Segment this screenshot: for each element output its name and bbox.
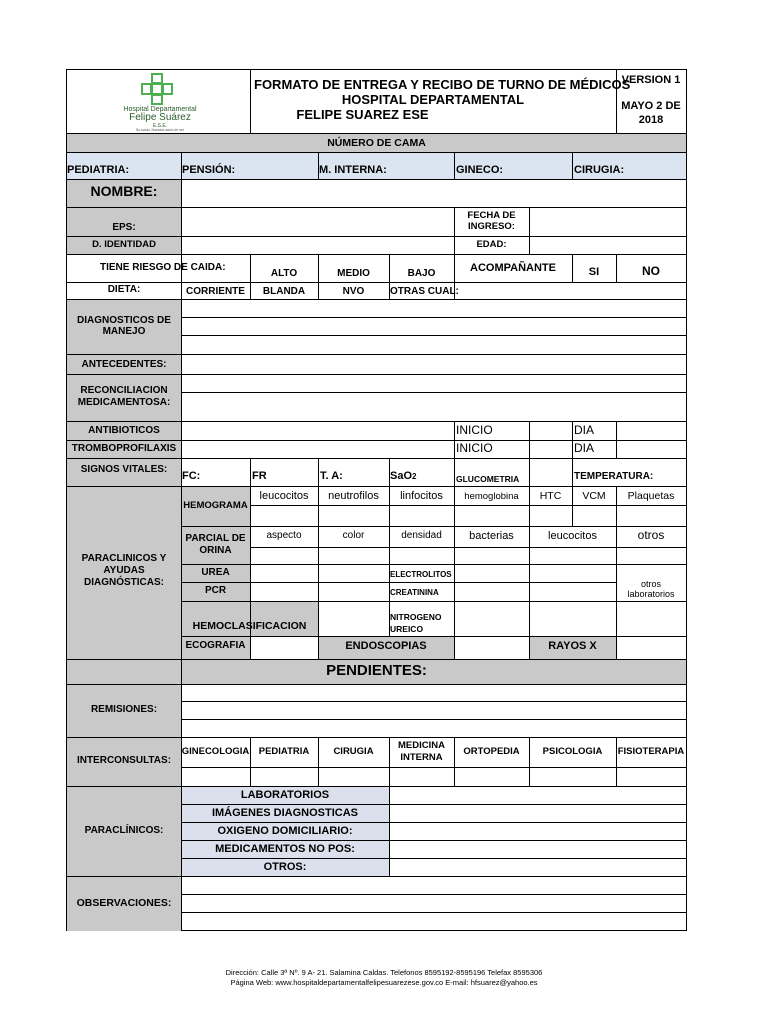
dieta-corriente[interactable]: CORRIENTE — [186, 286, 245, 297]
cross-logo-icon — [137, 73, 177, 105]
paraclinicos-label-2: AYUDAS — [103, 565, 145, 576]
fecha-ingreso-field[interactable] — [530, 208, 685, 235]
ic-fisioterapia[interactable]: FISIOTERAPIA — [617, 746, 685, 757]
hemo-neutrofilos: neutrofilos — [328, 490, 379, 502]
orina-bacterias: bacterias — [469, 530, 514, 542]
dieta-otras-field[interactable] — [455, 283, 685, 298]
endoscopias-label: ENDOSCOPIAS — [345, 640, 427, 652]
service-pediatria: PEDIATRIA: — [67, 164, 130, 176]
paraclinicos-pend-label: PARACLÍNICOS: — [84, 825, 164, 836]
nitrogeno-label-2: UREICO — [390, 624, 424, 634]
ic-pediatria[interactable]: PEDIATRIA — [258, 746, 310, 757]
nombre-label: NOMBRE: — [90, 183, 158, 199]
hemograma-label: HEMOGRAMA — [183, 500, 248, 511]
signo-glucometria: GLUCOMETRIA — [456, 474, 520, 484]
antibioticos-label: ANTIBIOTICOS — [88, 425, 160, 436]
fecha-ingreso-label-1: FECHA DE — [467, 210, 516, 221]
dieta-label: DIETA: — [107, 284, 141, 295]
hemo-plaquetas: Plaquetas — [627, 490, 675, 502]
nitrogeno-label-1: NITROGENO — [390, 612, 442, 622]
nombre-field[interactable] — [182, 180, 685, 206]
hospital-logo — [105, 72, 215, 132]
eps-field[interactable] — [182, 208, 453, 235]
logo-ese: E.S.E. — [152, 123, 168, 129]
pendientes-title: PENDIENTES: — [326, 662, 427, 679]
pend-otros: OTROS: — [263, 861, 307, 873]
reconciliacion-label-2: MEDICAMENTOSA: — [77, 397, 171, 408]
orina-otros: otros — [637, 528, 665, 542]
ic-cirugia[interactable]: CIRUGIA — [333, 746, 374, 757]
diagnosticos-label-1: DIAGNOSTICOS DE — [77, 315, 171, 326]
edad-label: EDAD: — [476, 239, 507, 250]
hemo-hemoglobina: hemoglobina — [464, 491, 519, 502]
parcial-orina-label-1: PARCIAL DE — [185, 533, 246, 544]
identidad-field[interactable] — [182, 237, 453, 253]
trombo-dia: DIA — [574, 441, 595, 455]
ic-ginecologia[interactable]: GINECOLOGIA — [181, 746, 250, 757]
hospital-name: HOSPITAL DEPARTAMENTAL — [341, 92, 525, 107]
ecografia-label: ECOGRAFIA — [185, 640, 246, 651]
ic-ortopedia[interactable]: ORTOPEDIA — [463, 746, 520, 757]
fecha-ingreso-label-2: INGRESO: — [468, 221, 515, 232]
form-title: FORMATO DE ENTREGA Y RECIBO DE TURNO DE MÉDICOS — [254, 77, 631, 92]
antecedentes-field[interactable] — [182, 355, 685, 373]
signo-fc: FC: — [182, 470, 201, 482]
version-date-1: MAYO 2 DE — [621, 100, 681, 112]
electrolitos-label: ELECTROLITOS — [390, 570, 452, 579]
dieta-otras-cual: OTRAS CUAL: — [390, 286, 459, 297]
riesgo-caida-label: TIENE RIESGO DE CAIDA: — [100, 262, 226, 273]
diagnosticos-field[interactable] — [182, 300, 685, 353]
pend-oxigeno: OXIGENO DOMICILIARIO: — [217, 825, 353, 837]
eps-label: EPS: — [112, 222, 136, 233]
signos-vitales-label: SIGNOS VITALES: — [80, 464, 168, 475]
version-label: VERSION 1 — [621, 74, 681, 86]
tromboprofilaxis-label: TROMBOPROFILAXIS — [71, 443, 177, 454]
hemo-htc: HTC — [539, 490, 562, 502]
otros-laboratorios-2: laboratorios — [627, 589, 675, 599]
antibioticos-dia: DIA — [574, 423, 595, 437]
urea-label: UREA — [201, 567, 230, 578]
observaciones-field[interactable] — [182, 877, 685, 930]
footer-address: Dirección: Calle 3ª Nº. 9 A- 21. Salamina Caldas. Telefonos 8595192-8595196 Telefax 8595306 — [225, 968, 543, 977]
remisiones-field[interactable] — [182, 685, 685, 736]
hemo-vcm: VCM — [582, 490, 606, 502]
dieta-blanda[interactable]: BLANDA — [262, 286, 306, 297]
riesgo-medio[interactable]: MEDIO — [337, 268, 370, 279]
rayos-x-label: RAYOS X — [548, 640, 597, 652]
service-gineco: GINECO: — [456, 164, 504, 176]
paraclinicos-label-3: DIAGNÓSTICAS: — [84, 577, 164, 588]
signo-temperatura: TEMPERATURA: — [574, 471, 654, 482]
service-m-interna: M. INTERNA: — [319, 164, 387, 176]
hemo-leucocitos: leucocitos — [259, 490, 309, 502]
hemo-linfocitos: linfocitos — [400, 490, 443, 502]
version-date-2: 2018 — [638, 114, 664, 126]
otros-laboratorios-1: otros — [640, 579, 661, 589]
diagnosticos-label-2: MANEJO — [102, 326, 146, 337]
orina-color: color — [342, 530, 365, 541]
orina-densidad: densidad — [401, 530, 442, 541]
acompanante-no[interactable]: NO — [642, 264, 660, 278]
paraclinicos-label-1: PARACLINICOS Y — [81, 553, 167, 564]
dieta-nvo[interactable]: NVO — [342, 286, 365, 297]
service-cirugia: CIRUGIA: — [574, 164, 625, 176]
trombo-inicio: INICIO — [456, 441, 493, 455]
orina-aspecto: aspecto — [266, 530, 302, 541]
ic-medicina-interna[interactable]: MEDICINA INTERNA — [398, 740, 445, 763]
hemoclasificacion-label: HEMOCLASIFICACION — [192, 620, 307, 632]
pend-laboratorios: LABORATORIOS — [240, 789, 330, 801]
parcial-orina-label-2: ORINA — [199, 545, 232, 556]
antibioticos-field[interactable] — [182, 422, 453, 439]
ic-psicologia[interactable]: PSICOLOGIA — [542, 746, 603, 757]
tromboprofilaxis-field[interactable] — [182, 441, 453, 457]
pend-paraclinicos-field[interactable] — [390, 787, 685, 875]
riesgo-bajo[interactable]: BAJO — [407, 268, 436, 279]
reconciliacion-label-1: RECONCILIACION — [80, 385, 168, 396]
footer-web: Página Web: www.hospitaldepartamentalfelipesuarezese.gov.co E-mail: hfsuarez@yahoo.es — [230, 978, 538, 987]
signo-ta: T. A: — [320, 470, 343, 482]
interconsultas-label: INTERCONSULTAS: — [76, 755, 172, 766]
pend-imagenes: IMÁGENES DIAGNOSTICAS — [211, 807, 359, 819]
pend-medicamentos: MEDICAMENTOS NO POS: — [215, 843, 355, 855]
reconciliacion-field[interactable] — [182, 375, 685, 420]
logo-name: Hospital Departamental — [123, 106, 197, 113]
logo-name2: Felipe Suárez — [129, 112, 191, 123]
edad-field[interactable] — [530, 237, 685, 253]
orina-leucocitos: leucocitos — [548, 530, 597, 542]
identidad-label: D. IDENTIDAD — [92, 239, 156, 250]
pcr-label: PCR — [204, 585, 227, 596]
remisiones-label: REMISIONES: — [90, 704, 158, 715]
signo-fr: FR — [252, 470, 267, 482]
hospital-name-2: FELIPE SUAREZ ESE — [296, 107, 429, 122]
service-pension: PENSIÓN: — [182, 164, 236, 176]
riesgo-alto[interactable]: ALTO — [270, 268, 298, 279]
observaciones-label: OBSERVACIONES: — [76, 897, 172, 909]
signo-sao2: SaO2 — [390, 470, 417, 482]
acompanante-label: ACOMPAÑANTE — [470, 262, 556, 274]
logo-tagline: Su salud, Nuestra razón de ser — [135, 128, 185, 132]
acompanante-si[interactable]: SI — [588, 266, 600, 278]
antecedentes-label: ANTECEDENTES: — [81, 359, 167, 370]
creatinina-label: CREATININA — [390, 588, 439, 597]
antibioticos-inicio: INICIO — [456, 423, 493, 437]
numero-cama-label: NÚMERO DE CAMA — [327, 137, 426, 149]
